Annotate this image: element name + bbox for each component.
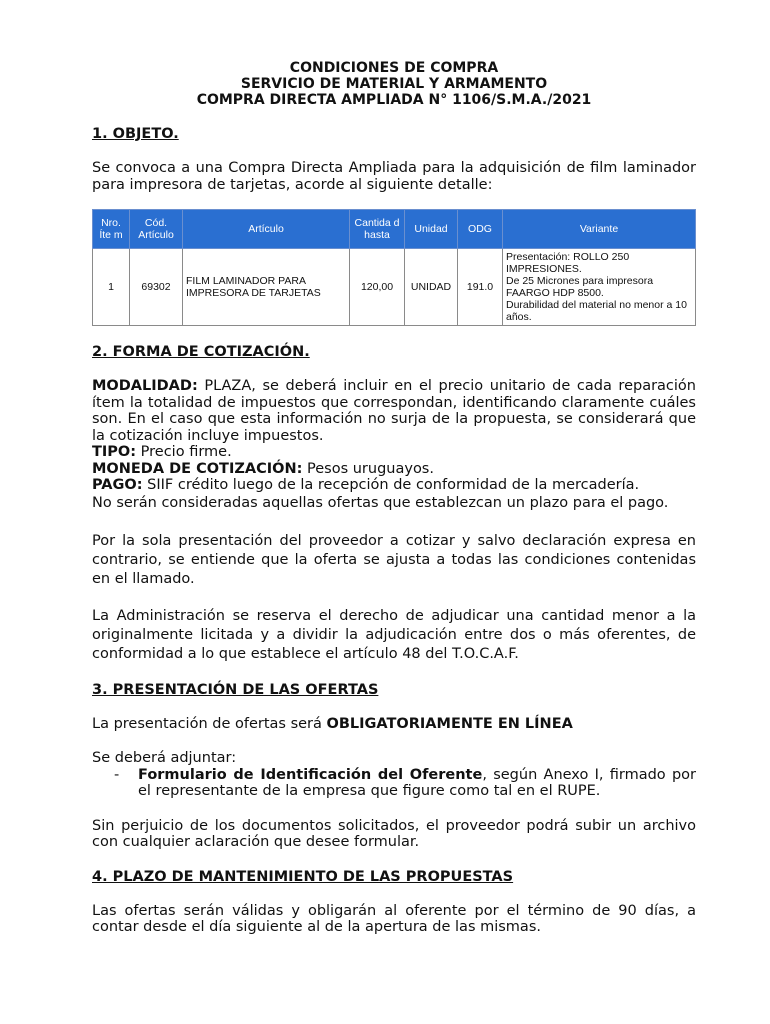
online-bold: OBLIGATORIAMENTE EN LÍNEA	[326, 715, 573, 732]
online-paragraph	[92, 716, 696, 733]
cell-article: FILM LAMINADOR PARA IMPRESORA DE TARJETAS	[183, 249, 350, 326]
cell-item: 1	[93, 249, 130, 326]
tipo-paragraph	[92, 444, 696, 461]
section-2-heading: 2. FORMA DE COTIZACIÓN.	[92, 344, 310, 360]
col-odg-header: ODG	[458, 210, 503, 249]
administration-paragraph: La Administración se reserva el derecho de adjudicar una cantidad menor a la originalmente licitada y a dividir la adjudicación entre dos o más oferentes, de conformidad a lo que establece el artículo 48 del T.O.C.A.F.	[92, 607, 696, 662]
form-description: , según Anexo I, firmado por el representante de la empresa que figure como tal en el RUPE.	[138, 766, 696, 799]
items-table	[92, 209, 696, 326]
title-line-2: SERVICIO DE MATERIAL Y ARMAMENTO	[240, 76, 548, 92]
table-header-row	[93, 210, 696, 249]
cell-odg: 191.0	[458, 249, 503, 326]
modalidad-label: MODALIDAD:	[92, 378, 198, 394]
document-title	[92, 60, 696, 108]
cell-variant	[503, 249, 696, 326]
section-4-heading: 4. PLAZO DE MANTENIMIENTO DE LAS PROPUESTAS	[92, 868, 514, 885]
moneda-paragraph	[92, 461, 696, 478]
col-variant-header: Variante	[503, 210, 696, 249]
additional-docs-paragraph: Sin perjuicio de los documentos solicitados, el proveedor podrá subir un archivo con cualquier aclaración que desee formular.	[92, 817, 696, 850]
table-row	[93, 249, 696, 326]
cell-unit: UNIDAD	[405, 249, 458, 326]
adjuntar-label: Se deberá adjuntar:	[92, 750, 237, 766]
moneda-text: Pesos uruguayos.	[302, 460, 434, 477]
variant-line-2: De 25 Micrones para impresora FAARGO HDP 8500.	[506, 275, 654, 299]
online-text: La presentación de ofertas será	[92, 715, 327, 732]
col-code-header: Cód. Artículo	[130, 210, 183, 249]
col-item-header: Nro. Íte m	[93, 210, 130, 249]
form-name: Formulario de Identificación del Oferente	[138, 766, 483, 783]
cell-qty: 120,00	[350, 249, 405, 326]
modalidad-paragraph	[92, 378, 696, 444]
modalidad-text: PLAZA, se deberá incluir en el precio unitario de cada reparación ítem la totalidad de impuestos que correspondan, identificando claramente cuáles son. En el caso que esta información no surja de la propuesta, se considerará que la cotización incluye impuestos.	[92, 378, 696, 444]
moneda-label: MONEDA DE COTIZACIÓN:	[92, 460, 303, 477]
col-unit-header: Unidad	[405, 210, 458, 249]
validity-paragraph: Las ofertas serán válidas y obligarán al oferente por el término de 90 días, a contar desde el día siguiente al de la apertura de las mismas.	[92, 902, 696, 935]
pago-text: SIIF crédito luego de la recepción de conformidad de la mercadería.	[142, 477, 640, 493]
variant-line-3: Durabilidad del material no menor a 10 años.	[506, 299, 687, 323]
variant-line-1: Presentación: ROLLO 250 IMPRESIONES.	[506, 251, 630, 275]
pago-paragraph	[92, 477, 696, 494]
title-line-1: CONDICIONES DE COMPRA	[289, 60, 499, 76]
col-qty-header: Cantida d hasta	[350, 210, 405, 249]
section-3-heading: 3. PRESENTACIÓN DE LAS OFERTAS	[92, 681, 379, 698]
pago-note: No serán consideradas aquellas ofertas que establezcan un plazo para el pago.	[92, 494, 669, 511]
bullet-dash: -	[114, 766, 120, 783]
list-item	[92, 767, 696, 800]
tipo-text: Precio firme.	[136, 444, 232, 460]
section-1-intro: Se convoca a una Compra Directa Ampliada para la adquisición de film laminador para impresora de tarjetas, acorde al siguiente detalle:	[92, 160, 696, 193]
tipo-label: TIPO:	[92, 444, 137, 460]
title-line-3: COMPRA DIRECTA AMPLIADA N° 1106/S.M.A./2021	[196, 92, 592, 108]
section-1-heading: 1. OBJETO.	[92, 126, 179, 142]
presentation-paragraph: Por la sola presentación del proveedor a cotizar y salvo declaración expresa en contrario, se entiende que la oferta se ajusta a todas las condiciones contenidas en el llamado.	[92, 532, 696, 587]
cell-code: 69302	[130, 249, 183, 326]
document-page	[92, 60, 696, 936]
col-article-header: Artículo	[183, 210, 350, 249]
pago-label: PAGO:	[92, 477, 143, 493]
